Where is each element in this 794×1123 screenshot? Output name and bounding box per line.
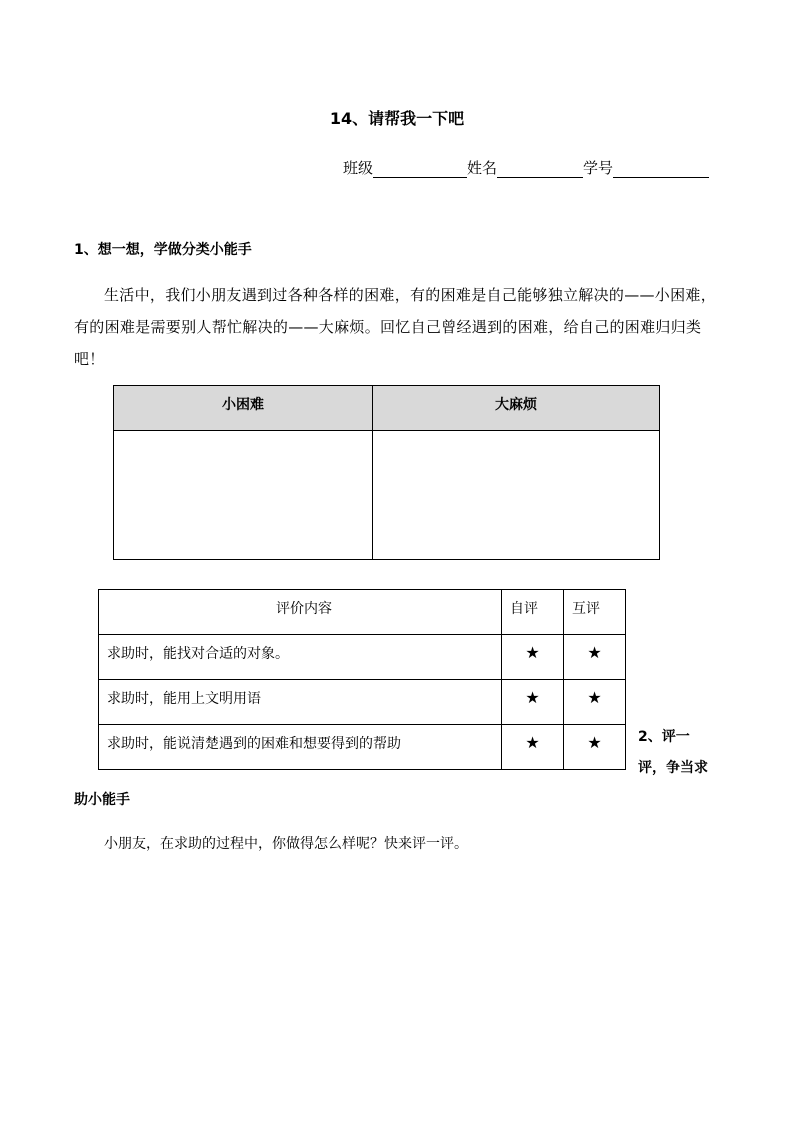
class-field[interactable] [373,161,467,178]
eval-content-cell: 求助时，能找对合适的对象。 [99,635,502,680]
section2-paragraph: 小朋友，在求助的过程中，你做得怎么样呢？快来评一评。 [104,836,468,852]
class-label: 班级 [343,159,374,177]
section1-paragraph: 生活中，我们小朋友遇到过各种各样的困难，有的困难是自己能够独立解决的——小困难，有的困难是需要别人帮忙解决的——大麻烦。回忆自己曾经遇到的困难，给自己的困难归归类吧！ [74,286,717,368]
peer-eval-star[interactable]: ★ [564,680,626,725]
small-difficulty-cell[interactable] [114,431,373,560]
section1-heading: 1、想一想，学做分类小能手 [74,242,252,258]
student-id-field[interactable] [613,161,709,178]
name-label: 姓名 [467,159,498,177]
peer-eval-star[interactable]: ★ [564,725,626,770]
page-title: 14、请帮我一下吧 [329,109,465,128]
table-row [99,635,626,680]
student-info-line [343,157,709,178]
id-label: 学号 [583,159,614,177]
table-row [99,725,626,770]
section2-heading-part3: 助小能手 [74,792,130,808]
name-field[interactable] [497,161,583,178]
eval-content-cell: 求助时，能说清楚遇到的困难和想要得到的帮助 [99,725,502,770]
big-trouble-cell[interactable] [373,431,660,560]
evaluation-header-row [99,590,626,635]
eval-content-cell: 求助时，能用上文明用语 [99,680,502,725]
small-difficulty-header: 小困难 [114,386,373,431]
eval-content-header: 评价内容 [99,590,502,635]
section2-heading-part1: 2、评一 [638,729,690,745]
big-trouble-header: 大麻烦 [373,386,660,431]
self-eval-header: 自评 [502,590,564,635]
self-eval-star[interactable]: ★ [502,635,564,680]
peer-eval-star[interactable]: ★ [564,635,626,680]
classification-table [113,385,660,560]
peer-eval-header: 互评 [564,590,626,635]
evaluation-table [98,589,626,770]
section2-heading-part2: 评，争当求 [638,760,708,776]
self-eval-star[interactable]: ★ [502,725,564,770]
self-eval-star[interactable]: ★ [502,680,564,725]
table-row [99,680,626,725]
